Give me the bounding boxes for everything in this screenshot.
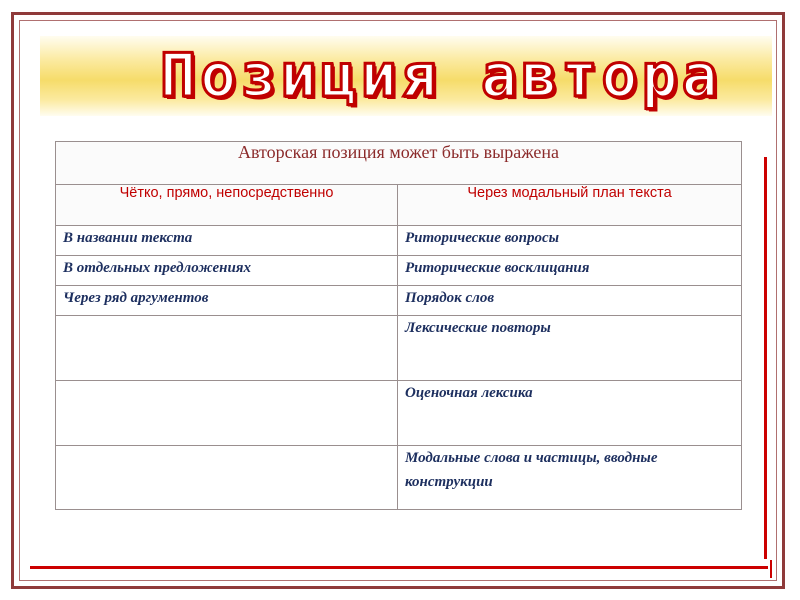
col2-header: Через модальный план текста bbox=[398, 185, 742, 226]
table-row bbox=[56, 226, 742, 256]
row-left-cell: В отдельных предложениях bbox=[56, 256, 398, 286]
author-position-table bbox=[55, 141, 742, 510]
table-row bbox=[56, 256, 742, 286]
decorative-red-line-horizontal bbox=[30, 566, 768, 569]
table-row bbox=[56, 381, 742, 446]
title-banner bbox=[40, 36, 772, 116]
row-left-cell bbox=[56, 316, 398, 381]
table-row bbox=[56, 286, 742, 316]
row-right-cell: Лексические повторы bbox=[398, 316, 742, 381]
row-right-cell: Риторические вопросы bbox=[398, 226, 742, 256]
table-subheader-row bbox=[56, 185, 742, 226]
decorative-red-line-vertical bbox=[764, 157, 767, 559]
table-header: Авторская позиция может быть выражена bbox=[56, 142, 742, 185]
slide-title: Позиция автора bbox=[160, 41, 722, 111]
row-left-cell: Через ряд аргументов bbox=[56, 286, 398, 316]
row-left-cell bbox=[56, 381, 398, 446]
row-right-cell: Оценочная лексика bbox=[398, 381, 742, 446]
row-left-cell: В названии текста bbox=[56, 226, 398, 256]
table-header-row bbox=[56, 142, 742, 185]
table-row bbox=[56, 316, 742, 381]
row-right-cell: Риторические восклицания bbox=[398, 256, 742, 286]
row-left-cell bbox=[56, 446, 398, 510]
decorative-red-tick bbox=[770, 560, 772, 578]
row-right-cell: Порядок слов bbox=[398, 286, 742, 316]
row-right-cell: Модальные слова и частицы, вводные конструкции bbox=[398, 446, 742, 510]
table-row bbox=[56, 446, 742, 510]
col1-header: Чётко, прямо, непосредственно bbox=[56, 185, 398, 226]
